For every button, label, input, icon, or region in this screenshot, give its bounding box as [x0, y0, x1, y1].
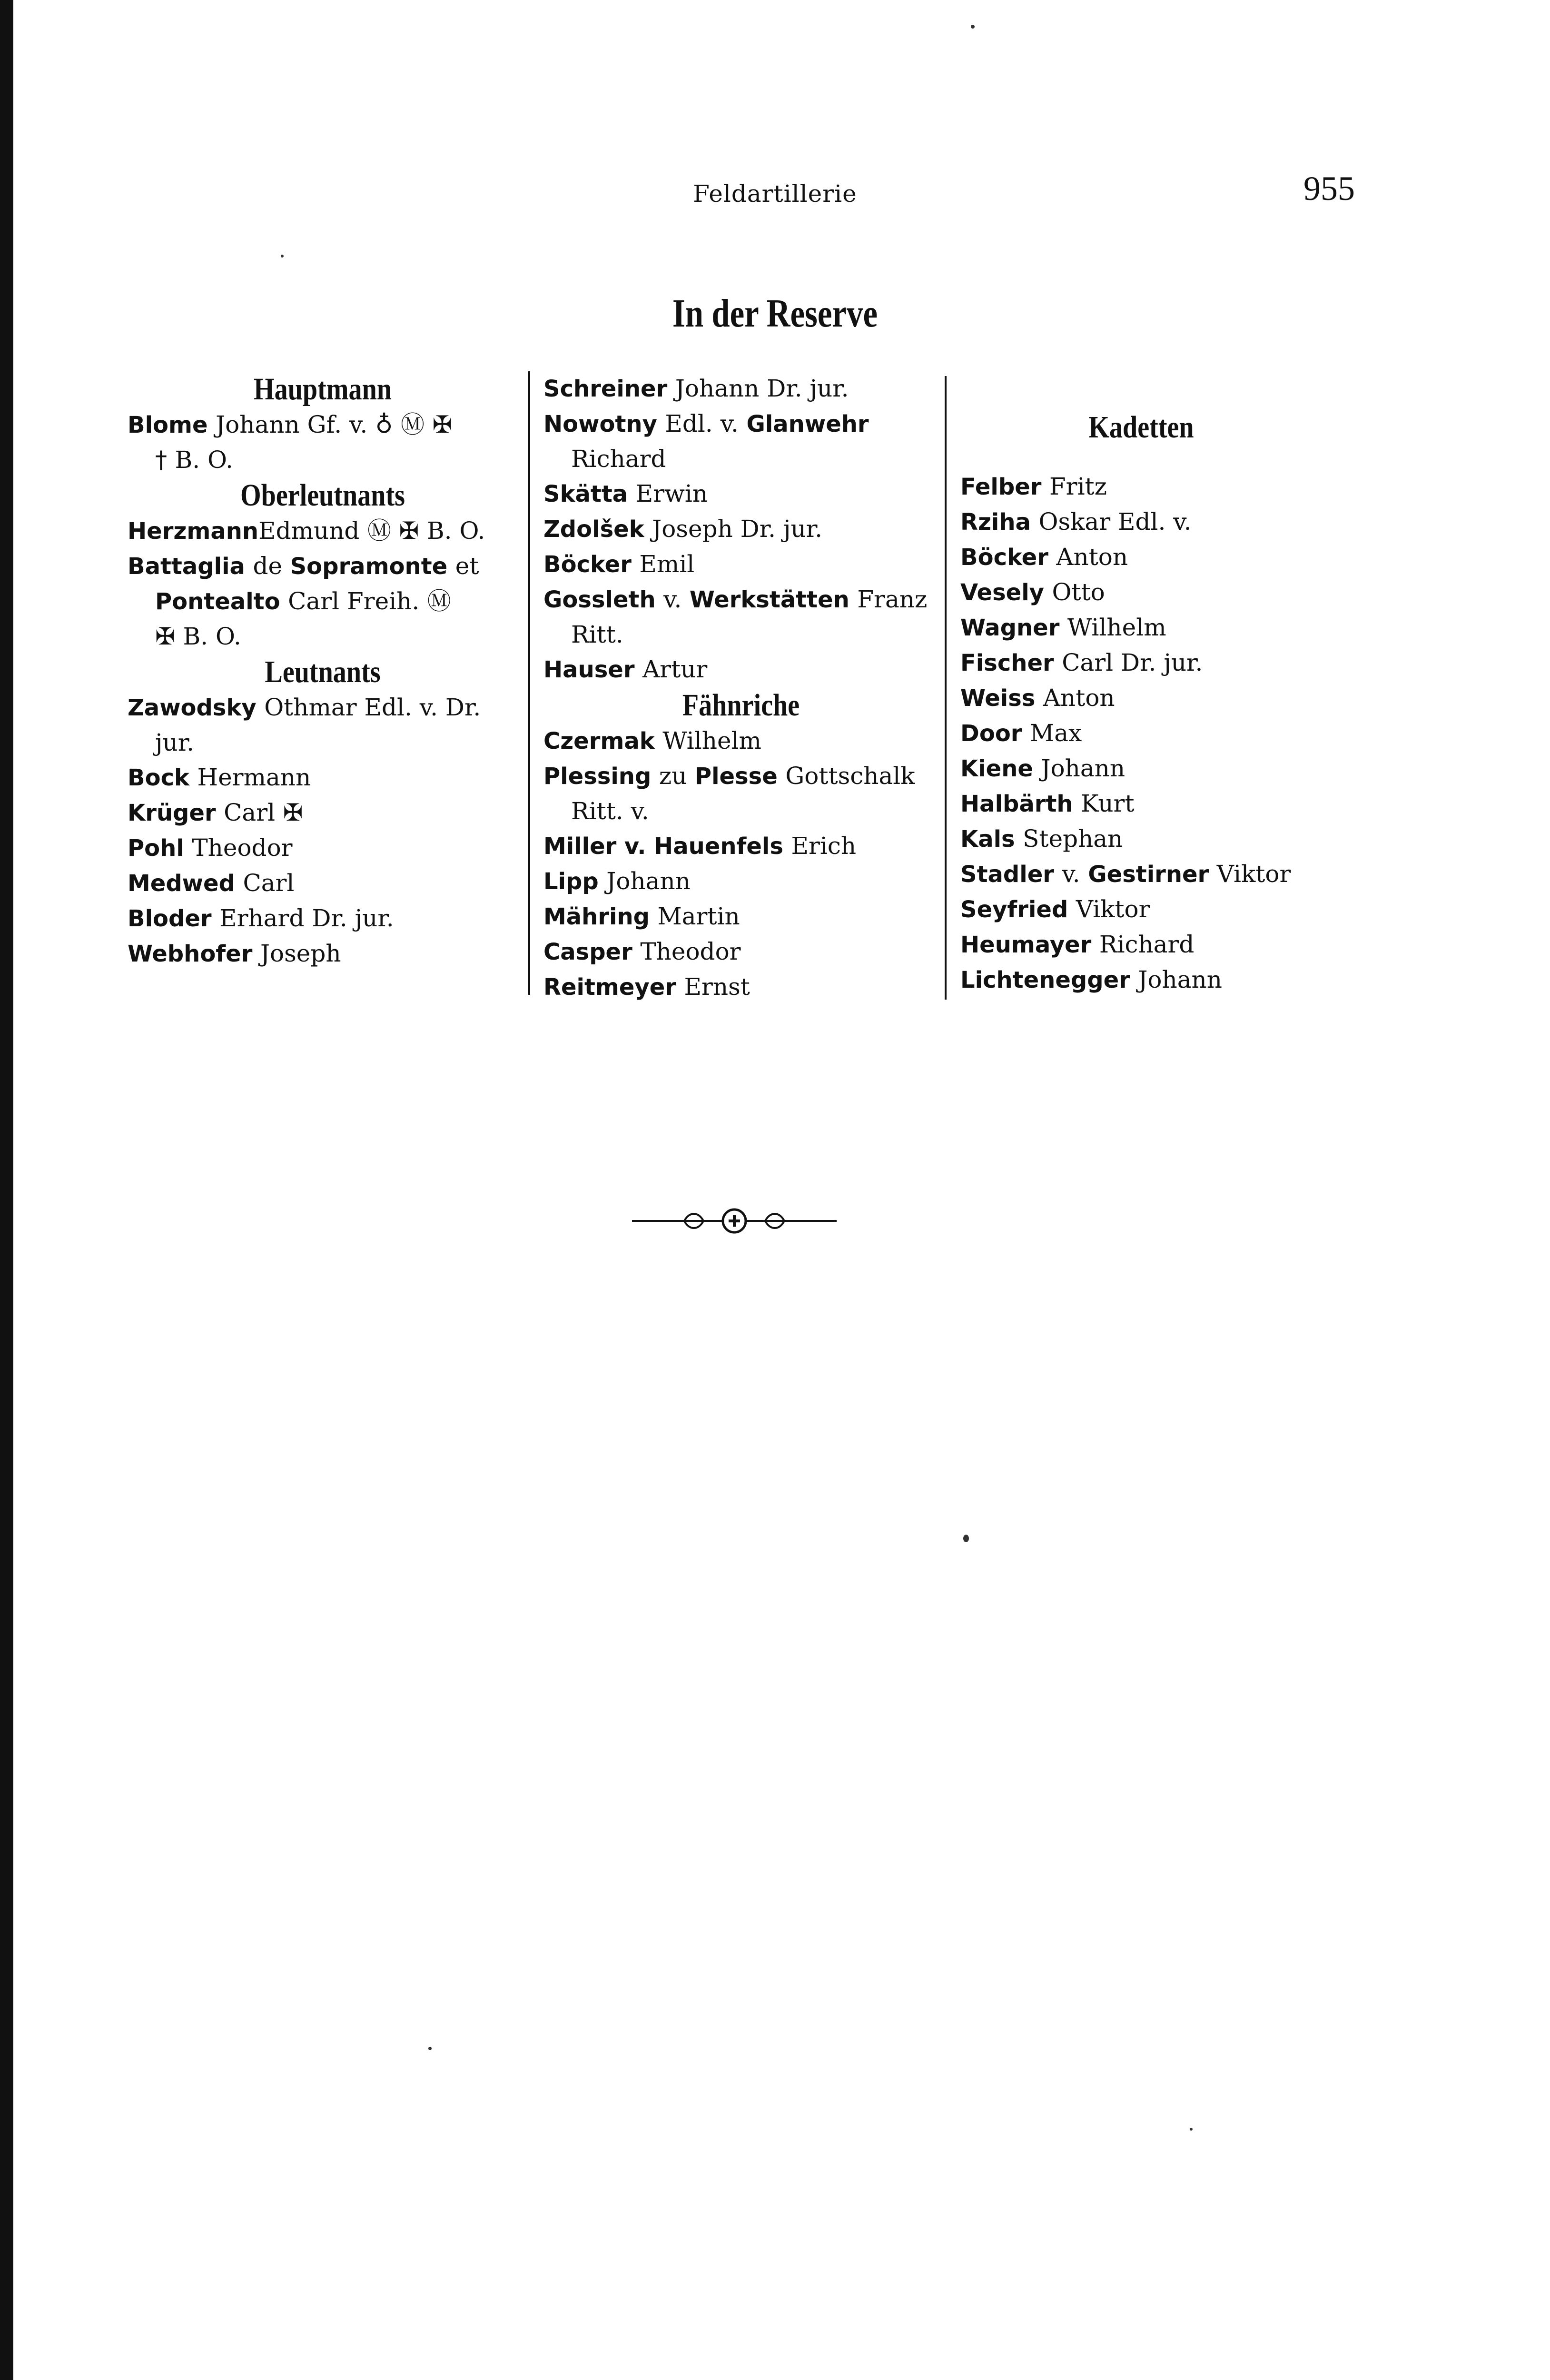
entry-nowotny	[543, 407, 938, 476]
surname: Casper	[543, 939, 632, 965]
surname-2: Hauenfels	[654, 833, 783, 860]
surname: Bock	[128, 764, 189, 791]
entry-boecker-anton	[960, 540, 1322, 575]
surname: Nowotny	[543, 411, 657, 437]
heading-kadetten: Kadetten	[1088, 410, 1194, 445]
given-name: Erich	[791, 832, 857, 860]
cross-icon: ✠	[432, 411, 453, 438]
entry-reitmeyer	[543, 970, 938, 1005]
entry-boecker-emil	[543, 547, 938, 582]
given-name: Theodor	[640, 938, 741, 965]
entry-stadler	[960, 857, 1322, 892]
surname-3: Pontealto	[155, 588, 280, 615]
column-rule-right	[945, 376, 947, 1000]
given-name: Johann	[1041, 754, 1125, 782]
running-title: Feldartillerie	[693, 180, 857, 208]
given-name: Othmar Edl. v. Dr.	[264, 694, 481, 721]
given-name: Carl	[243, 869, 295, 897]
given-name: Gottschalk	[785, 762, 915, 790]
entry-blome	[128, 407, 518, 477]
surname: Hauser	[543, 656, 635, 683]
particle: zu	[659, 762, 687, 790]
surname: Böcker	[543, 551, 632, 578]
cross-icon: ✠	[283, 799, 303, 826]
entry-skaetta	[543, 476, 938, 512]
entry-zdolsek	[543, 512, 938, 547]
scan-left-border	[0, 0, 13, 2380]
particle: v.	[663, 585, 682, 613]
surname: Schreiner	[543, 376, 668, 402]
given-name: Hermann	[197, 764, 311, 791]
entry-gossleth	[543, 582, 938, 652]
entry-halbaerth	[960, 786, 1322, 822]
entry-casper	[543, 934, 938, 970]
surname-2: Sopramonte	[290, 553, 448, 580]
m-circle-icon: Ⓜ	[400, 411, 425, 438]
entry-door	[960, 716, 1322, 751]
surname: Plessing	[543, 763, 652, 790]
given-name: Joseph	[260, 940, 341, 967]
entry-rziha	[960, 505, 1322, 540]
medal-icon: ♁	[375, 411, 393, 438]
given-name: Stephan	[1023, 825, 1123, 853]
surname: Vesely	[960, 579, 1044, 606]
column-rule-left	[528, 371, 530, 995]
surname: Webhofer	[128, 941, 253, 967]
entry-vesely	[960, 575, 1322, 610]
title: Ritt.	[571, 621, 623, 648]
surname: Miller	[543, 833, 617, 860]
given-name: Wilhelm	[662, 727, 761, 754]
surname: Böcker	[960, 544, 1048, 571]
surname: Rziha	[960, 509, 1031, 536]
entry-seyfried	[960, 892, 1322, 927]
page-number: 955	[1303, 169, 1355, 208]
given-name: Ernst	[684, 973, 750, 1001]
heading-faehnriche: Fähnriche	[682, 688, 800, 723]
column-1	[128, 371, 518, 972]
given-name: Carl Dr. jur.	[1062, 649, 1203, 676]
entry-webhofer	[128, 936, 518, 972]
surname: Bloder	[128, 905, 212, 932]
surname: Krüger	[128, 800, 216, 826]
given-name: Anton	[1043, 684, 1115, 712]
given-name: Oskar Edl. v.	[1038, 508, 1192, 536]
given-name: Johann Dr. jur.	[675, 375, 849, 402]
given-name: Johann	[606, 867, 691, 895]
entry-medwed	[128, 866, 518, 901]
entry-kiene	[960, 751, 1322, 786]
surname: Pohl	[128, 835, 184, 862]
entry-bloder	[128, 901, 518, 936]
heading-leutnants: Leutnants	[265, 654, 381, 689]
particle: de	[253, 552, 283, 580]
cross-icon: ✠	[399, 517, 419, 545]
surname: Halbärth	[960, 791, 1073, 817]
given-name: Artur	[642, 655, 708, 683]
entry-wagner	[960, 610, 1322, 645]
scan-speck	[428, 2047, 432, 2050]
surname-2: Glanwehr	[746, 411, 869, 437]
given-name: Franz	[857, 585, 928, 613]
given-name: Erwin	[635, 480, 708, 507]
entry-hauser	[543, 652, 938, 687]
surname: Fischer	[960, 650, 1054, 676]
entry-fischer	[960, 645, 1322, 681]
entry-maehring	[543, 899, 938, 934]
surname: Heumayer	[960, 932, 1092, 958]
surname: Zdolšek	[543, 516, 644, 543]
given-name: Carl Freih.	[288, 587, 420, 615]
entry-kals	[960, 822, 1322, 857]
sword-icon: †	[155, 446, 167, 474]
surname: Lichtenegger	[960, 967, 1130, 993]
given-name: Viktor	[1216, 860, 1291, 888]
title: Ritt. v.	[571, 797, 649, 825]
entry-czermak	[543, 724, 938, 759]
given-name: Anton	[1056, 543, 1128, 571]
given-name: Otto	[1052, 578, 1105, 606]
given-name: Richard	[1099, 931, 1195, 958]
surname: Zawodsky	[128, 694, 257, 721]
given-name: Kurt	[1081, 790, 1135, 817]
given-name: Erhard Dr. jur.	[219, 904, 394, 932]
surname: Czermak	[543, 728, 655, 754]
given-name: Viktor	[1076, 895, 1150, 923]
entry-battaglia	[128, 549, 518, 654]
given-name: Richard	[571, 445, 666, 473]
ornament-divider-icon	[632, 1207, 837, 1235]
scan-speck	[1190, 2128, 1193, 2131]
surname: Gossleth	[543, 586, 656, 613]
surname-2: Gestirner	[1088, 861, 1209, 888]
surname: Reitmeyer	[543, 974, 676, 1001]
surname: Seyfried	[960, 896, 1068, 923]
given-name: Wilhelm	[1067, 614, 1166, 641]
particle: v.	[624, 833, 646, 860]
surname: Blome	[128, 412, 208, 438]
surname: Weiss	[960, 685, 1036, 712]
title: Edl. v.	[665, 410, 739, 437]
given-name: Emil	[639, 550, 695, 578]
column-3	[960, 371, 1322, 998]
entry-heumayer	[960, 927, 1322, 962]
section-title: In der Reserve	[672, 291, 878, 336]
surname: Herzmann	[128, 518, 259, 545]
column-2	[543, 371, 938, 1005]
given-name: Johann	[1138, 966, 1222, 993]
entry-krueger	[128, 795, 518, 831]
entry-plessing	[543, 759, 938, 829]
cross-icon: ✠	[155, 623, 175, 650]
surname: Kiene	[960, 755, 1033, 782]
surname: Mähring	[543, 903, 650, 930]
surname: Medwed	[128, 870, 235, 897]
given-name: Theodor	[192, 834, 293, 862]
given-name: Max	[1030, 719, 1082, 747]
surname: Stadler	[960, 861, 1054, 888]
surname: Lipp	[543, 868, 599, 895]
given-name: Johann Gf. v.	[216, 411, 368, 438]
entry-miller	[543, 829, 938, 864]
scan-speck	[281, 255, 284, 258]
award-abbrev: B. O.	[426, 517, 485, 545]
m-circle-icon: Ⓜ	[427, 587, 451, 615]
entry-bock	[128, 760, 518, 795]
given-name: Martin	[657, 902, 740, 930]
surname: Door	[960, 720, 1022, 747]
m-circle-icon: Ⓜ	[367, 517, 391, 545]
entry-herzmann	[128, 514, 518, 549]
given-name: Fritz	[1049, 473, 1107, 500]
entry-felber	[960, 469, 1322, 505]
surname: Battaglia	[128, 553, 245, 580]
surname: Skätta	[543, 481, 628, 507]
entry-schreiner	[543, 371, 938, 407]
given-name: Joseph Dr. jur.	[652, 515, 822, 543]
entry-lipp	[543, 864, 938, 899]
entry-weiss	[960, 681, 1322, 716]
given-name: Carl	[224, 799, 276, 826]
scan-speck	[971, 25, 975, 29]
award-abbrev: B. O.	[175, 446, 234, 474]
award-abbrev: B. O.	[183, 623, 241, 650]
given-name: Edmund	[258, 517, 360, 545]
surname-2: Plesse	[694, 763, 778, 790]
entry-zawodsky	[128, 690, 518, 760]
title-continuation: jur.	[155, 729, 195, 756]
particle: v.	[1062, 860, 1080, 888]
heading-oberleutnants: Oberleutnants	[240, 478, 405, 513]
entry-pohl	[128, 831, 518, 866]
heading-hauptmann: Hauptmann	[254, 372, 392, 407]
entry-lichtenegger	[960, 962, 1322, 998]
conjunction: et	[455, 552, 479, 580]
surname: Felber	[960, 474, 1042, 500]
surname-2: Werkstätten	[689, 586, 849, 613]
scan-speck	[963, 1535, 969, 1542]
surname: Kals	[960, 826, 1015, 853]
surname: Wagner	[960, 615, 1060, 641]
